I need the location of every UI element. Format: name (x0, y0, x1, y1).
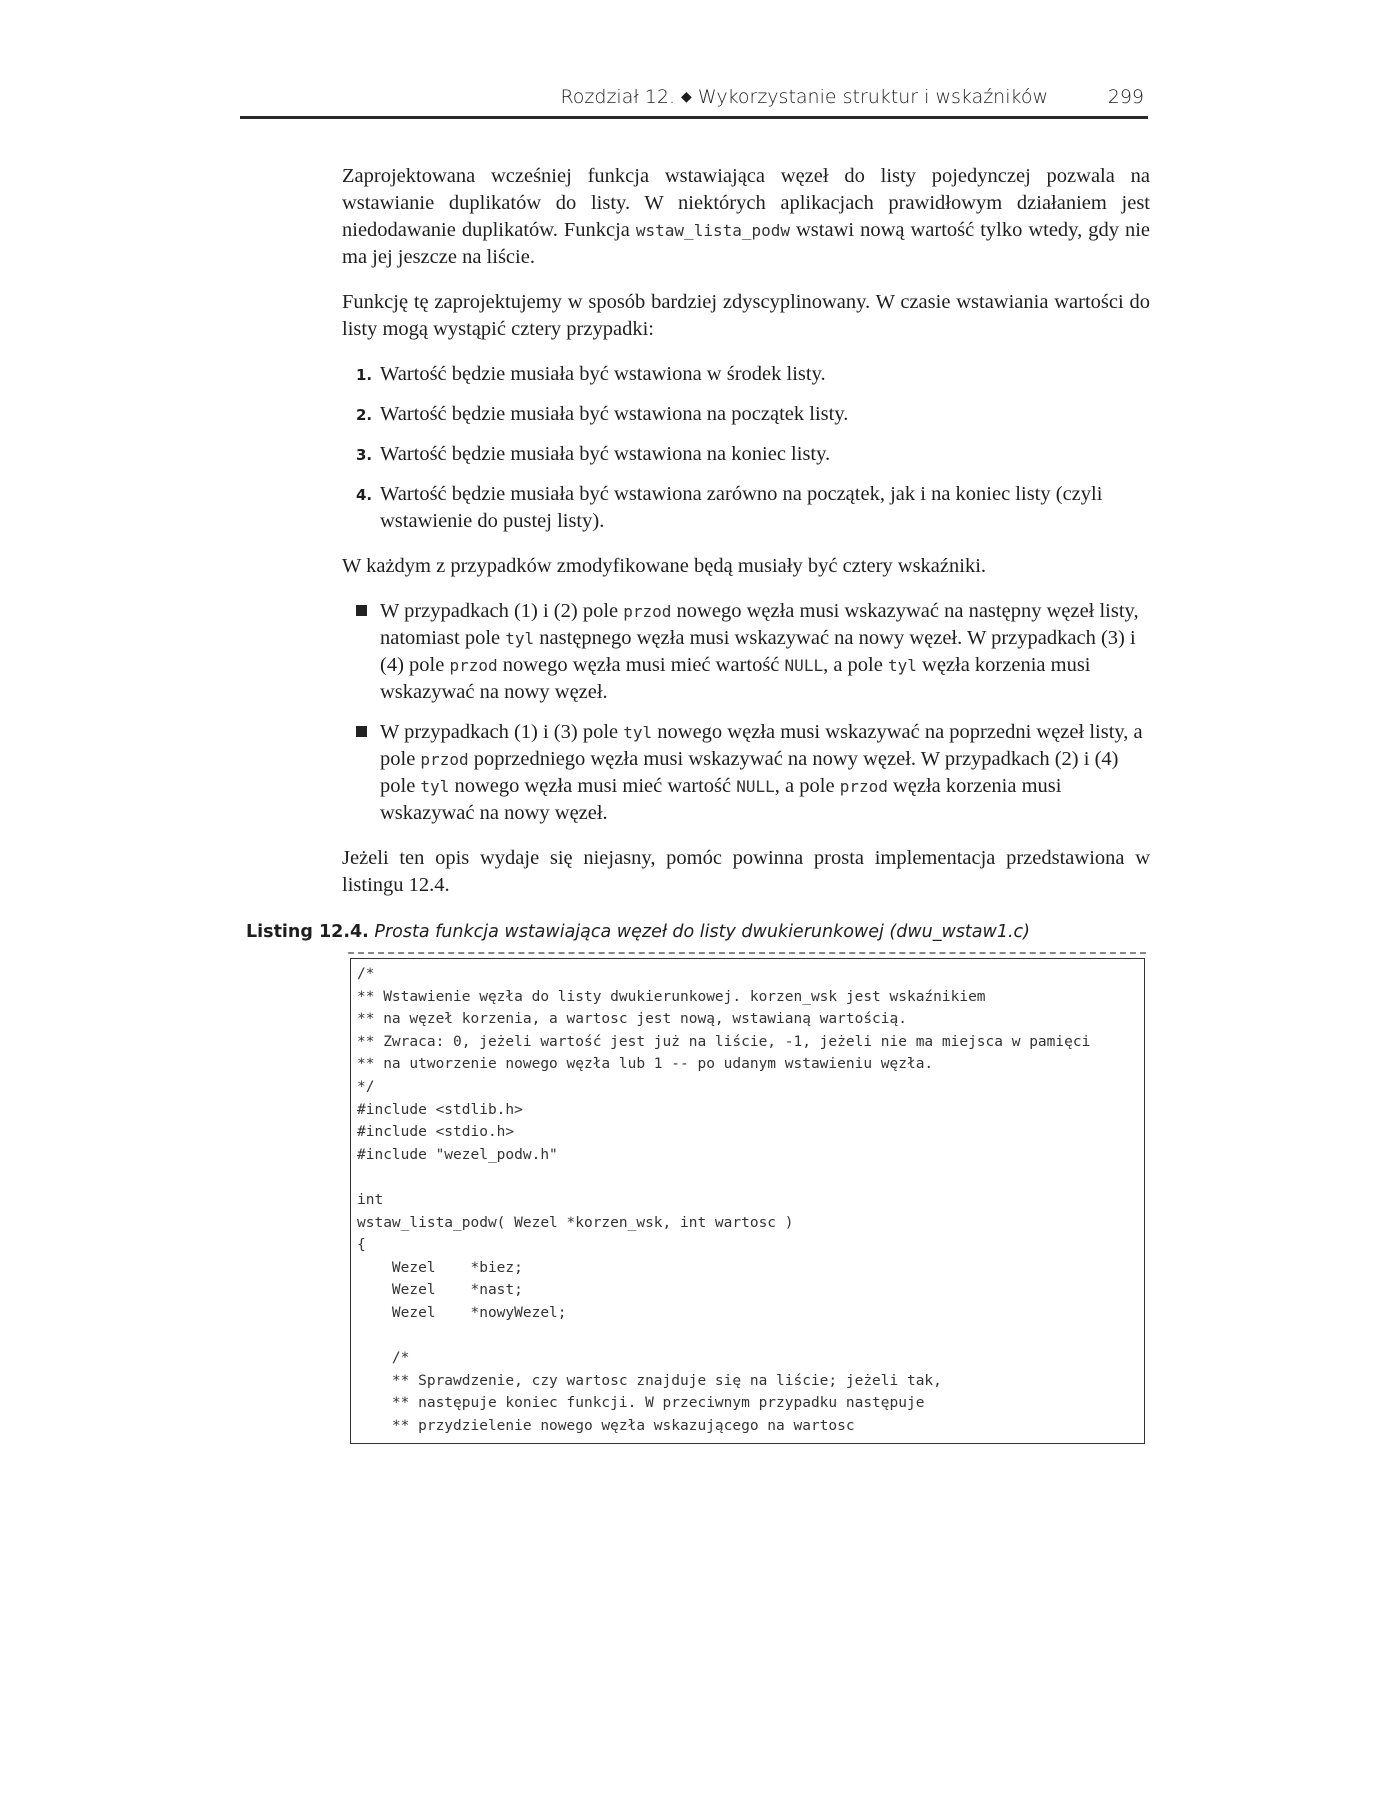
listing-title: Prosta funkcja wstawiająca węzeł do listy dwukierunkowej (dwu_wstaw1.c) (374, 922, 1030, 942)
bullet-text: nowego węzła musi wskazywać na poprzedni węzeł listy, a pole (380, 721, 1143, 770)
listing-label: Listing 12.4. (246, 922, 369, 942)
bullet-text: następnego węzła musi wskazywać na nowy węzeł. W przypadkach (3) i (4) pole (380, 627, 1136, 676)
bullet-text: W przypadkach (1) i (3) pole (380, 721, 624, 743)
list-text: Wartość będzie musiała być wstawiona na początek listy. (380, 403, 849, 425)
bullet-text: , a pole (823, 654, 888, 676)
list-number: 2. (356, 406, 373, 424)
paragraph-text: wstawi nową wartość tylko wtedy, gdy nie ma jej jeszcze na liście. (342, 219, 1150, 268)
inline-code: tyl (623, 723, 653, 742)
bullet-text: nowego węzła musi mieć wartość (449, 775, 737, 797)
bullet-text: nowego węzła musi mieć wartość (497, 654, 785, 676)
bullet-list (342, 598, 1150, 827)
bullet-text: węzła korzenia musi wskazywać na nowy węzeł. (380, 654, 1091, 703)
list-item (342, 361, 1150, 388)
square-bullet-icon (356, 726, 367, 737)
bullet-text: nowego węzła musi wskazywać na następny węzeł listy, natomiast pole (380, 600, 1139, 649)
inline-code: przod (420, 750, 469, 769)
inline-code: NULL (784, 656, 824, 675)
code-listing (350, 958, 1145, 1444)
inline-code: przod (449, 656, 498, 675)
page-number: 299 (1107, 86, 1144, 108)
list-number: 1. (356, 366, 373, 384)
inline-code: przod (623, 602, 672, 621)
list-text: Wartość będzie musiała być wstawiona zarówno na początek, jak i na koniec listy (czyli wstawienie do pustej listy). (380, 483, 1103, 532)
bullet-text: , a pole (774, 775, 840, 797)
bullet-item (342, 719, 1150, 827)
page-header (240, 84, 1148, 119)
bullet-text: węzła korzenia musi wskazywać na nowy węzeł. (380, 775, 1062, 824)
list-item (342, 481, 1150, 535)
paragraph-cases-intro: Funkcję tę zaprojektujemy w sposób bardziej zdyscyplinowany. W czasie wstawiania wartości do listy mogą wystąpić cztery przypadki: (342, 291, 1150, 340)
inline-code: NULL (736, 777, 775, 796)
list-text: Wartość będzie musiała być wstawiona na koniec listy. (380, 443, 831, 465)
list-number: 3. (356, 446, 373, 464)
chapter-title: Wykorzystanie struktur i wskaźników (697, 86, 1048, 108)
paragraph-implementation: Jeżeli ten opis wydaje się niejasny, pomóc powinna prosta implementacja przedstawiona w listingu 12.4. (342, 847, 1150, 896)
inline-code: tyl (420, 777, 450, 796)
square-bullet-icon (356, 605, 367, 616)
inline-code: przod (839, 777, 888, 796)
bullet-text: W przypadkach (1) i (2) pole (380, 600, 624, 622)
listing-caption (246, 922, 1030, 942)
paragraph-text: Zaprojektowana wcześniej funkcja wstawiająca węzeł do listy pojedynczej pozwala na wstawianie duplikatów do listy. W niektórych aplikacjach prawidłowym działaniem jest niedodawanie duplikatów. Funkcja (342, 165, 1150, 241)
chapter-label: Rozdział 12. (560, 86, 675, 108)
cases-list (342, 361, 1150, 535)
list-item (342, 441, 1150, 468)
bullet-text: poprzedniego węzła musi wskazywać na nowy węzeł. W przypadkach (2) i (4) pole (380, 748, 1119, 797)
running-title (560, 86, 1048, 108)
paragraph-duplicates (342, 163, 1150, 271)
inline-code: tyl (505, 629, 535, 648)
bullet-item (342, 598, 1150, 706)
paragraph-pointers: W każdym z przypadków zmodyfikowane będą musiały być cztery wskaźniki. (342, 555, 987, 577)
inline-code: wstaw_lista_podw (635, 221, 791, 240)
page-body (342, 163, 1150, 917)
diamond-icon: ◆ (681, 89, 692, 105)
list-number: 4. (356, 486, 373, 504)
list-item (342, 401, 1150, 428)
code-text: /* ** Wstawienie węzła do listy dwukierunkowej. korzen_wsk jest wskaźnikiem ** na węzeł korzenia, a wartosc jest nową, wstawianą wartością. ** Zwraca: 0, jeżeli wartość jest już na liście, -1, jeżeli nie ma miejsca w pamięci ** na utworzenie nowego węzła lub 1 -- po udanym wstawieniu węzła. */ #include <stdlib.h> #include <stdio.h> #include "wezel_podw.h" int wstaw_lista_podw( Wezel *korzen_wsk, int wartosc ) { Wezel *biez; Wezel *nast; Wezel *nowyWezel; /* ** Sprawdzenie, czy wartosc znajduje się na liście; jeżeli tak, ** następuje koniec funkcji. W przeciwnym przypadku następuje ** przydzielenie nowego węzła wskazującego na wartosc (357, 966, 1091, 1434)
inline-code: tyl (887, 656, 917, 675)
listing-divider (348, 952, 1146, 954)
list-text: Wartość będzie musiała być wstawiona w środek listy. (380, 363, 826, 385)
